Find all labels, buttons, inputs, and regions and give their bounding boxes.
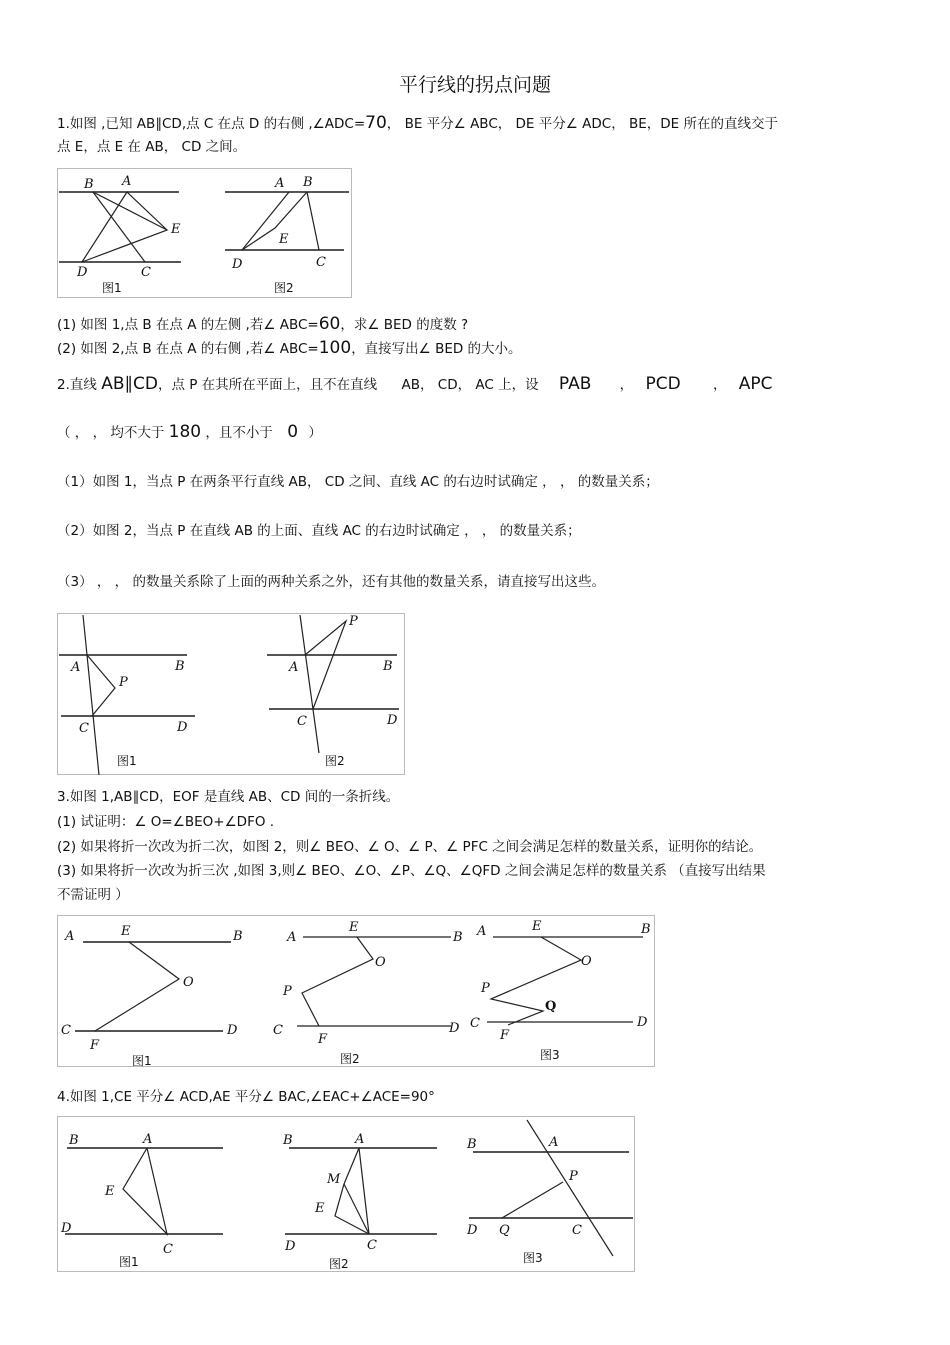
q1-fig1-ad xyxy=(82,192,127,262)
q3-fig3-label-d: D xyxy=(637,1015,648,1030)
q2-part3: （3） ， ， 的数量关系除了上面的两种关系之外，还有其他的数量关系，请直接写出这些。 xyxy=(57,574,605,590)
q1-line1 xyxy=(57,114,778,133)
q3-fig1-label-f: F xyxy=(90,1038,100,1053)
q2-line2-b: ，且不小于 xyxy=(205,425,273,441)
q1-figure-group xyxy=(57,168,352,298)
page-title: 平行线的拐点问题 xyxy=(398,74,551,96)
q2-fig2-label-c: C xyxy=(297,714,307,729)
q4-figure-group xyxy=(57,1116,635,1272)
q4-fig2-label-b: B xyxy=(283,1133,293,1148)
q2-part1: （1）如图 1，当点 P 在两条平行直线 AB， CD 之间、直线 AC 的右边时试确定 ， ， 的数量关系； xyxy=(57,474,659,490)
q4-fig3-qp xyxy=(502,1182,563,1218)
q2-fig1-label-c: C xyxy=(79,721,89,736)
q3-sub3: (3) 如果将折一次改为折三次 ,如图 3,则∠ BEO、∠O、∠P、∠Q、∠QFD 之间会满足怎样的数量关系 （直接写出结果 xyxy=(57,863,766,879)
q3-fig2-label-d: D xyxy=(449,1021,460,1036)
q2-line1 xyxy=(57,375,773,394)
q2-pab: PAB xyxy=(558,374,592,394)
q3-fig2-label-o: O xyxy=(375,955,386,970)
q2-fig1-label-a: A xyxy=(71,660,81,675)
q1-fig2-label-e: E xyxy=(279,232,289,247)
q3-fig1-eof xyxy=(95,942,179,1031)
q1-angle: 70 xyxy=(365,113,387,133)
q2-line2-a: （ ， ， 均不大于 xyxy=(57,425,165,441)
q2-text-c: ，点 P 在其所在平面上，且不在直线 xyxy=(157,377,378,393)
q3-frame xyxy=(58,916,655,1067)
q4-fig2-label-m: M xyxy=(327,1172,341,1187)
q4-fig3-label-c: C xyxy=(572,1223,582,1238)
q1-sub1-text-b: ，求∠ BED 的度数 ? xyxy=(340,317,469,333)
q3-fig1-label-d: D xyxy=(227,1023,238,1038)
q1-sub1-value: 60 xyxy=(318,314,341,334)
q3-fig1-label-e: E xyxy=(121,924,131,939)
q3-fig3-caption: 图3 xyxy=(540,1048,560,1062)
q3-fig2-label-b: B xyxy=(453,930,463,945)
q1-fig2-label-b: B xyxy=(303,175,313,190)
q2-min: 0 xyxy=(287,422,299,442)
q2-text-a: 2.直线 xyxy=(57,377,97,393)
q2-fig2-caption: 图2 xyxy=(325,754,345,768)
q3-fig3-label-c: C xyxy=(470,1016,480,1031)
q4-fig1-label-b: B xyxy=(69,1133,79,1148)
q4-fig1-label-e: E xyxy=(105,1184,115,1199)
q2-sep1: ， xyxy=(619,377,634,393)
q3-fig2-label-a: A xyxy=(287,930,297,945)
q4-fig1-label-d: D xyxy=(61,1221,72,1236)
q1-line2: 点 E，点 E 在 AB， CD 之间。 xyxy=(57,139,247,155)
q2-max: 180 xyxy=(168,422,202,442)
q3-fig3-label-a: A xyxy=(477,924,487,939)
q4-line1: 4.如图 1,CE 平分∠ ACD,AE 平分∠ BAC,∠EAC+∠ACE=90° xyxy=(57,1089,435,1105)
q1-text-a: 1.如图 ,已知 AB∥CD,点 C 在点 D 的右侧 ,∠ADC= xyxy=(57,116,366,132)
q1-sub2-text-a: (2) 如图 2,点 B 在点 A 的右侧 ,若∠ ABC= xyxy=(57,341,319,357)
q2-fig2-label-d: D xyxy=(387,713,398,728)
q1-fig2-label-a: A xyxy=(275,176,285,191)
q4-fig2-label-c: C xyxy=(367,1238,377,1253)
q3-fig3-label-q: Q xyxy=(545,999,557,1014)
q4-fig3-transversal xyxy=(527,1120,613,1256)
q2-fig1-label-p: P xyxy=(119,675,128,690)
q3-fig1-label-c: C xyxy=(61,1023,71,1038)
q2-part2: （2）如图 2，当点 P 在直线 AB 的上面、直线 AC 的右边时试确定 ， ， 的数量关系； xyxy=(57,523,581,539)
q1-sub2-text-b: ，直接写出∠ BED 的大小。 xyxy=(351,341,522,357)
q2-line2-c: ） xyxy=(308,425,322,441)
q2-line2 xyxy=(57,423,322,442)
q3-sub3-cont: 不需证明 ） xyxy=(57,887,129,903)
q1-fig1-caption: 图1 xyxy=(102,281,122,295)
q2-figure-group xyxy=(57,613,405,775)
q3-sub1: (1) 试证明：∠ O=∠BEO+∠DFO . xyxy=(57,814,275,830)
q3-fig1-caption: 图1 xyxy=(132,1054,152,1067)
q2-fig2-label-a: A xyxy=(289,660,299,675)
q2-fig1-label-b: B xyxy=(175,659,185,674)
q3-fig2-label-p: P xyxy=(283,984,292,999)
q1-fig1-be-ed xyxy=(82,192,167,262)
q1-fig1-label-b: B xyxy=(84,177,94,192)
q1-fig2-label-d: D xyxy=(232,257,243,272)
q1-sub2 xyxy=(57,339,522,358)
q4-fig3-label-a: A xyxy=(549,1135,559,1150)
q1-fig1-label-d: D xyxy=(77,265,88,280)
q3-fig3-label-e: E xyxy=(532,919,542,934)
q2-text-d: AB， CD， AC 上，设 xyxy=(401,377,539,393)
q4-fig3-label-q: Q xyxy=(499,1223,510,1238)
q1-fig1-label-c: C xyxy=(141,265,151,280)
q4-fig1-label-c: C xyxy=(163,1242,173,1257)
q2-fig1-label-d: D xyxy=(177,720,188,735)
q4-fig2-label-d: D xyxy=(285,1239,296,1254)
q2-fig2-label-p: P xyxy=(349,614,358,629)
q1-fig2-be-ed xyxy=(242,192,307,250)
q4-fig3-label-b: B xyxy=(467,1137,477,1152)
q3-fig2-caption: 图2 xyxy=(340,1052,360,1066)
q1-sub1-text-a: (1) 如图 1,点 B 在点 A 的左侧 ,若∠ ABC= xyxy=(57,317,319,333)
q2-ab-cd: AB∥CD xyxy=(101,374,158,394)
q2-apc: APC xyxy=(738,374,773,394)
q4-fig1-label-a: A xyxy=(143,1132,153,1147)
q3-fig1-label-o: O xyxy=(183,975,194,990)
q1-fig1-label-e: E xyxy=(171,222,181,237)
q3-figure-group xyxy=(57,915,655,1067)
q4-fig2-label-e: E xyxy=(315,1201,325,1216)
q3-fig2-label-c: C xyxy=(273,1023,283,1038)
q3-fig3-label-o: O xyxy=(581,954,592,969)
q4-fig2-mc xyxy=(344,1184,369,1234)
q4-fig2-caption: 图2 xyxy=(329,1257,349,1271)
q3-fig2-eopf xyxy=(302,937,373,1026)
q1-sub1 xyxy=(57,315,468,334)
q2-sep2: ， xyxy=(712,377,727,393)
q1-sub2-value: 100 xyxy=(318,338,352,358)
q2-fig2-label-b: B xyxy=(383,659,393,674)
q3-fig1-label-b: B xyxy=(233,929,243,944)
q3-fig3-label-b: B xyxy=(641,922,651,937)
q2-fig1-caption: 图1 xyxy=(117,754,137,768)
q4-fig3-caption: 图3 xyxy=(523,1251,543,1265)
q3-fig1-label-a: A xyxy=(65,929,75,944)
q4-fig2-ac xyxy=(359,1148,369,1234)
q2-fig1-transversal xyxy=(83,615,99,775)
q1-fig2-label-c: C xyxy=(316,255,326,270)
q2-fig1-apc xyxy=(87,655,115,716)
q4-fig2-label-a: A xyxy=(355,1132,365,1147)
q3-fig3-label-f: F xyxy=(500,1028,510,1043)
q4-fig1-triangle xyxy=(123,1148,167,1234)
q1-fig1-label-a: A xyxy=(122,174,132,189)
q3-fig3-eopqf xyxy=(491,937,581,1025)
q3-fig2-label-f: F xyxy=(318,1032,328,1047)
q3-sub2: (2) 如果将折一次改为折二次，如图 2，则∠ BEO、∠ O、∠ P、∠ PFC 之间会满足怎样的数量关系，证明你的结论。 xyxy=(57,839,763,855)
q4-fig3-label-p: P xyxy=(569,1169,578,1184)
q4-fig3-label-d: D xyxy=(467,1223,478,1238)
q1-text-b: ， BE 平分∠ ABC， DE 平分∠ ADC， BE，DE 所在的直线交于 xyxy=(386,116,779,132)
q4-fig1-caption: 图1 xyxy=(119,1255,139,1269)
q3-fig3-label-p: P xyxy=(481,981,490,996)
q3-line1: 3.如图 1,AB∥CD，EOF 是直线 AB、CD 间的一条折线。 xyxy=(57,789,400,805)
q3-fig2-label-e: E xyxy=(349,920,359,935)
q1-fig1-ae xyxy=(127,192,167,230)
q2-pcd: PCD xyxy=(645,374,681,394)
q1-fig2-bc xyxy=(307,192,319,250)
q1-fig2-caption: 图2 xyxy=(274,281,294,295)
q2-fig2-transversal xyxy=(300,615,319,753)
